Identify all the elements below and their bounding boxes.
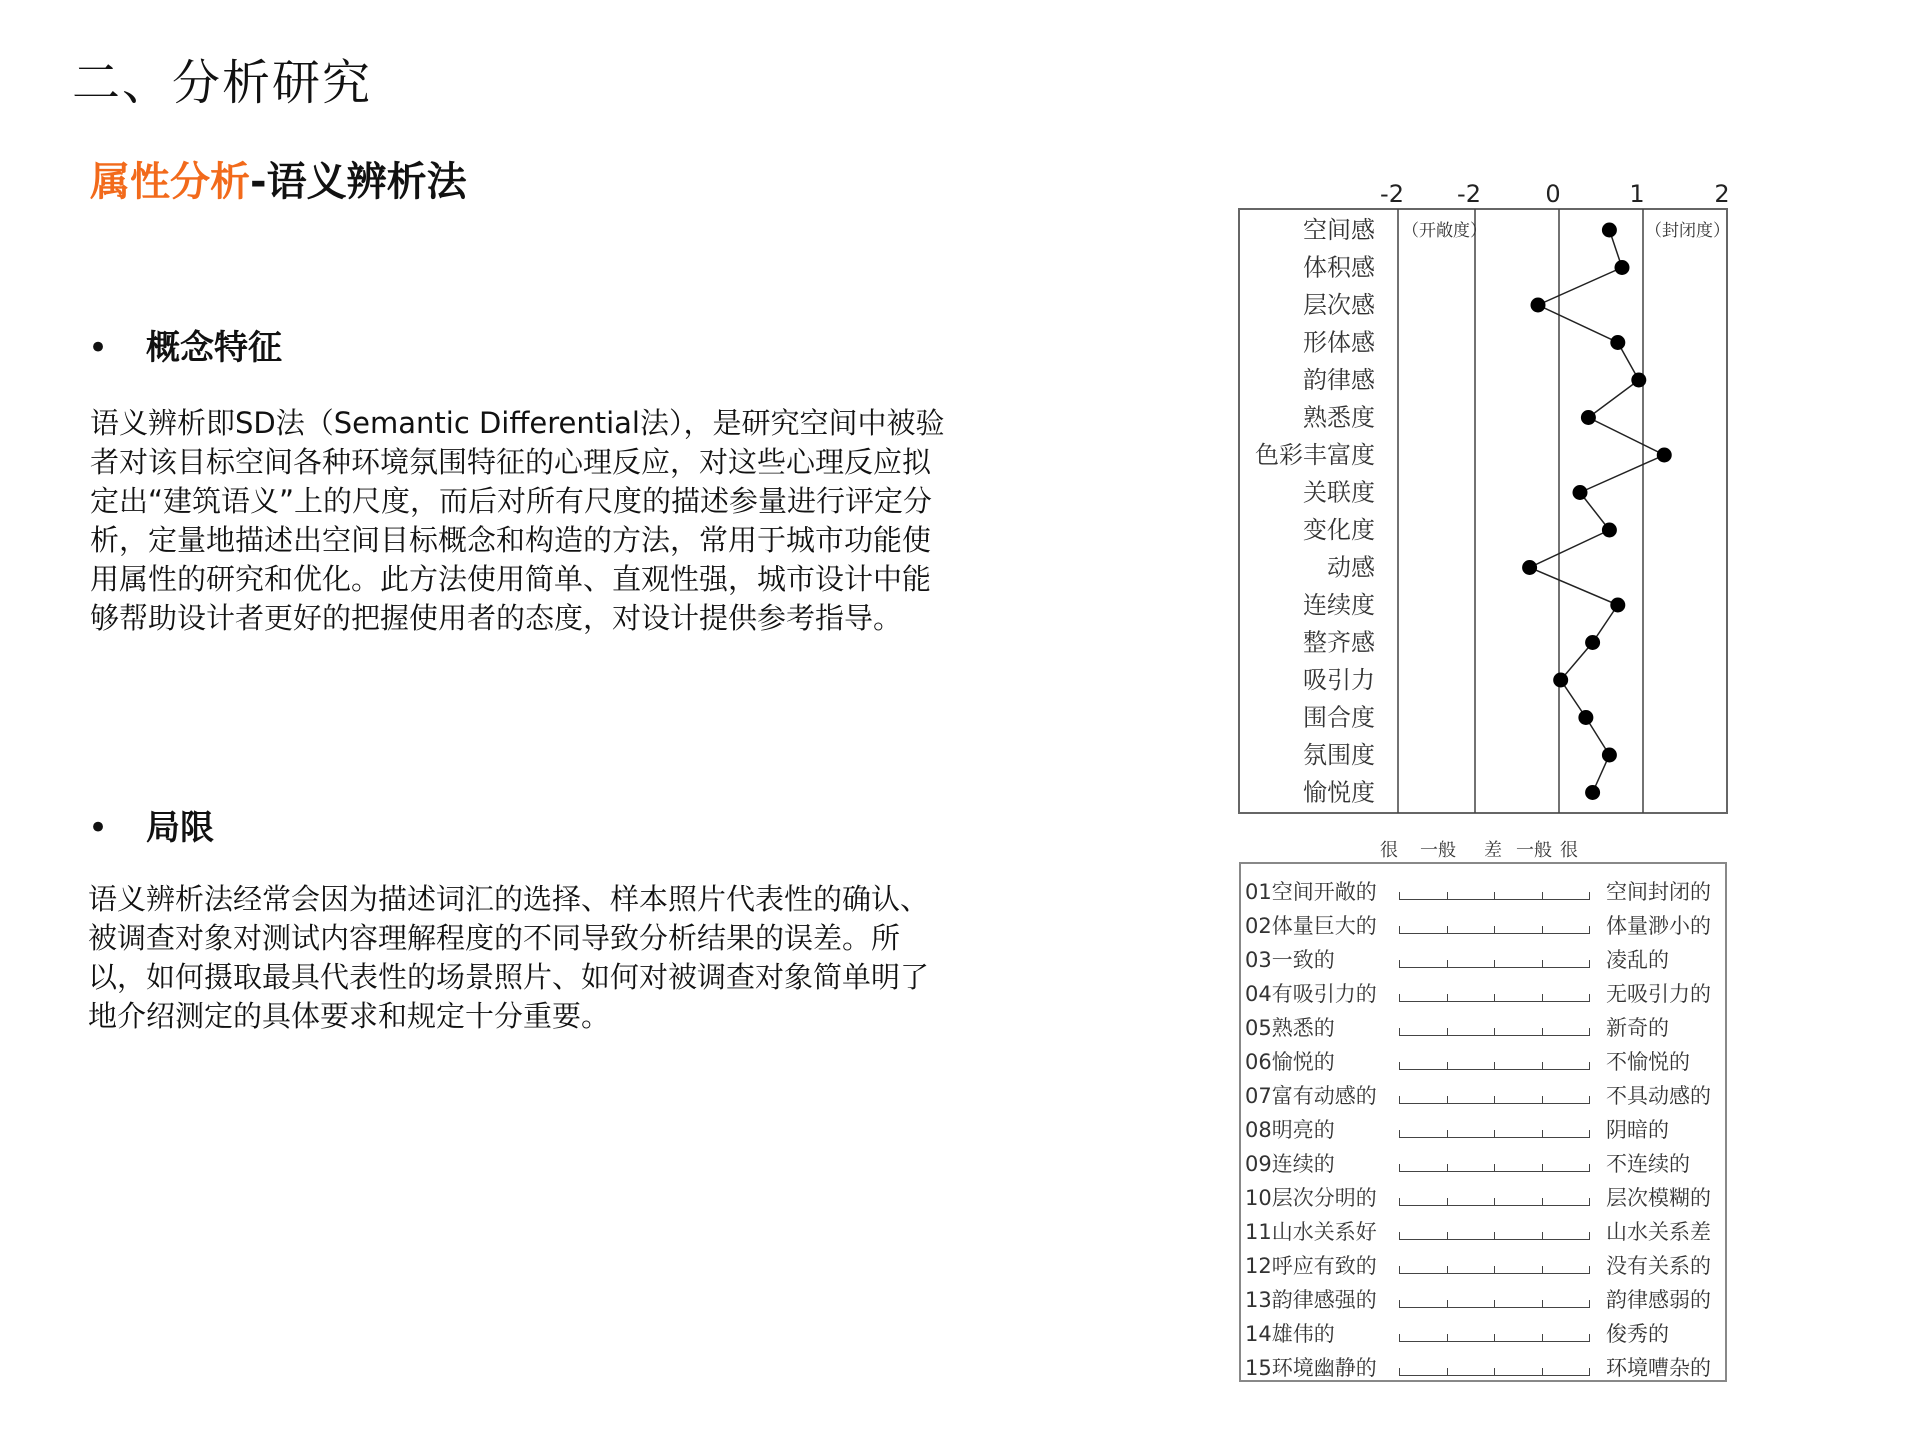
scale-header-label: 很	[1380, 840, 1398, 861]
scale-tick	[1399, 1334, 1400, 1342]
scale-line	[1399, 1196, 1589, 1206]
category-label: 连续度	[1303, 591, 1375, 619]
profile-line	[1530, 230, 1665, 793]
scale-tick	[1542, 1028, 1543, 1036]
scale-tick	[1447, 892, 1448, 900]
scale-tick	[1399, 994, 1400, 1002]
scale-tick	[1399, 1232, 1400, 1240]
scale-tick	[1542, 1198, 1543, 1206]
category-label: 吸引力	[1303, 666, 1375, 694]
scale-row	[1241, 1044, 1725, 1078]
scale-line	[1399, 1128, 1589, 1138]
section-heading-rest: -语义辨析法	[250, 159, 467, 205]
limitation-heading-text: 局限	[146, 808, 214, 848]
concept-heading	[88, 320, 282, 369]
bullet-dot: •	[88, 328, 109, 368]
scale-line	[1399, 992, 1589, 1002]
scale-right-term: 不愉悦的	[1606, 1050, 1690, 1074]
scale-left-term: 11山水关系好	[1245, 1220, 1377, 1244]
scale-left-term: 03一致的	[1245, 948, 1335, 972]
scale-tick	[1447, 960, 1448, 968]
x-tick-label: -2	[1380, 180, 1404, 208]
scale-tick	[1494, 1028, 1495, 1036]
scale-row	[1241, 1146, 1725, 1180]
scale-header-label: 一般	[1516, 840, 1552, 861]
scale-left-term: 12呼应有致的	[1245, 1254, 1377, 1278]
scale-tick	[1542, 1096, 1543, 1104]
scale-tick	[1494, 1300, 1495, 1308]
scale-tick	[1542, 1334, 1543, 1342]
scale-line	[1399, 1366, 1589, 1376]
data-point	[1553, 673, 1568, 688]
scale-left-term: 09连续的	[1245, 1152, 1335, 1176]
scale-right-term: 不具动感的	[1606, 1084, 1711, 1108]
scale-left-term: 10层次分明的	[1245, 1186, 1377, 1210]
scale-line	[1399, 1264, 1589, 1274]
scale-tick	[1494, 1164, 1495, 1172]
scale-tick	[1447, 1232, 1448, 1240]
scale-tick	[1589, 1334, 1590, 1342]
data-point	[1585, 635, 1600, 650]
scale-line	[1399, 890, 1589, 900]
scale-row	[1241, 1010, 1725, 1044]
limitation-heading	[88, 800, 214, 849]
scale-tick	[1399, 1028, 1400, 1036]
x-tick-label: 0	[1545, 180, 1561, 208]
scale-tick	[1399, 892, 1400, 900]
data-point	[1615, 260, 1630, 275]
scale-tick	[1589, 1198, 1590, 1206]
data-point	[1602, 223, 1617, 238]
scale-row	[1241, 1112, 1725, 1146]
scale-tick	[1589, 892, 1590, 900]
scale-left-term: 01空间开敞的	[1245, 880, 1377, 904]
category-label: 变化度	[1303, 516, 1375, 544]
scale-tick	[1542, 1368, 1543, 1376]
scale-tick	[1589, 1266, 1590, 1274]
scale-left-term: 13韵律感强的	[1245, 1288, 1377, 1312]
scale-header-label: 一般	[1420, 840, 1456, 861]
scale-tick	[1399, 1300, 1400, 1308]
scale-line	[1399, 1298, 1589, 1308]
scale-row	[1241, 1316, 1725, 1350]
scale-tick	[1447, 1334, 1448, 1342]
scale-tick	[1542, 892, 1543, 900]
scale-row	[1241, 1248, 1725, 1282]
scale-tick	[1542, 926, 1543, 934]
scale-left-term: 02体量巨大的	[1245, 914, 1377, 938]
scale-tick	[1589, 1164, 1590, 1172]
scale-tick	[1399, 1130, 1400, 1138]
scale-tick	[1589, 1096, 1590, 1104]
scale-tick	[1494, 1096, 1495, 1104]
scale-right-term: 环境嘈杂的	[1606, 1356, 1711, 1380]
category-label: 色彩丰富度	[1255, 441, 1375, 469]
scale-left-term: 04有吸引力的	[1245, 982, 1377, 1006]
scale-right-term: 俊秀的	[1606, 1322, 1669, 1346]
category-label: 形体感	[1303, 328, 1375, 357]
category-label: 氛围度	[1303, 741, 1375, 769]
scale-tick	[1494, 892, 1495, 900]
scale-left-term: 15环境幽静的	[1245, 1356, 1377, 1380]
scale-right-term: 无吸引力的	[1606, 982, 1711, 1006]
category-label: 空间感	[1303, 216, 1375, 244]
left-pole-label: （开敞度）	[1402, 221, 1487, 241]
scale-line	[1399, 1060, 1589, 1070]
scale-tick	[1447, 1266, 1448, 1274]
scale-line	[1399, 924, 1589, 934]
scale-tick	[1494, 1368, 1495, 1376]
data-point	[1581, 410, 1596, 425]
scale-tick	[1589, 1232, 1590, 1240]
scale-tick	[1542, 994, 1543, 1002]
scale-tick	[1447, 1368, 1448, 1376]
bullet-dot: •	[88, 808, 109, 848]
scale-tick	[1589, 1300, 1590, 1308]
scale-tick	[1542, 960, 1543, 968]
scale-tick	[1589, 994, 1590, 1002]
scale-tick	[1589, 1130, 1590, 1138]
data-point	[1610, 598, 1625, 613]
scale-right-term: 新奇的	[1606, 1016, 1669, 1040]
scale-line	[1399, 1094, 1589, 1104]
scale-tick	[1494, 960, 1495, 968]
scale-left-term: 07富有动感的	[1245, 1084, 1377, 1108]
right-pole-label: （封闭度）	[1645, 221, 1730, 241]
data-point	[1578, 710, 1593, 725]
section-heading-accent: 属性分析	[90, 159, 250, 205]
scale-tick	[1447, 926, 1448, 934]
scale-right-term: 体量渺小的	[1606, 914, 1711, 938]
scale-tick	[1494, 1130, 1495, 1138]
scale-tick	[1494, 1266, 1495, 1274]
scale-line	[1399, 1026, 1589, 1036]
scale-tick	[1542, 1062, 1543, 1070]
concept-paragraph: 语义辨析即SD法（Semantic Differential法），是研究空间中被验者对该目标空间各种环境氛围特征的心理反应，对这些心理反应拟定出“建筑语义”上的尺度，而后对所有尺度的描述参量进行评定分析，定量地描述出空间目标概念和构造的方法，常用于城市功能使用属性的研究和优化。此方法使用简单、直观性强，城市设计中能够帮助设计者更好的把握使用者的态度，对设计提供参考指导。	[90, 406, 945, 635]
data-point	[1631, 373, 1646, 388]
category-label: 动感	[1327, 553, 1375, 582]
scale-line	[1399, 958, 1589, 968]
scale-right-term: 层次模糊的	[1606, 1186, 1711, 1210]
scale-tick	[1399, 1062, 1400, 1070]
scale-tick	[1447, 994, 1448, 1002]
scale-right-term: 空间封闭的	[1606, 880, 1711, 904]
scale-left-term: 14雄伟的	[1245, 1322, 1335, 1346]
scale-right-term: 阴暗的	[1606, 1118, 1669, 1142]
data-point	[1585, 785, 1600, 800]
scale-left-term: 05熟悉的	[1245, 1016, 1335, 1040]
scale-tick	[1589, 926, 1590, 934]
data-point	[1610, 335, 1625, 350]
scale-header-label: 差	[1484, 840, 1502, 861]
scale-line	[1399, 1162, 1589, 1172]
data-point	[1602, 523, 1617, 538]
category-label: 关联度	[1303, 478, 1375, 507]
scale-tick	[1447, 1028, 1448, 1036]
data-point	[1573, 485, 1588, 500]
scale-row	[1241, 976, 1725, 1010]
category-label: 韵律感	[1303, 366, 1375, 394]
scale-left-term: 08明亮的	[1245, 1118, 1335, 1142]
category-label: 愉悦度	[1303, 778, 1375, 807]
scale-tick	[1494, 1232, 1495, 1240]
scale-row	[1241, 1180, 1725, 1214]
data-point	[1522, 560, 1537, 575]
scale-tick	[1399, 1096, 1400, 1104]
scale-tick	[1447, 1164, 1448, 1172]
section-heading	[90, 150, 467, 207]
scale-tick	[1399, 1368, 1400, 1376]
x-tick-label: 2	[1714, 180, 1730, 208]
scale-tick	[1494, 994, 1495, 1002]
scale-tick	[1542, 1266, 1543, 1274]
scale-tick	[1589, 1028, 1590, 1036]
scale-header-label: 很	[1560, 840, 1578, 861]
scale-tick	[1447, 1062, 1448, 1070]
category-label: 整齐感	[1303, 628, 1375, 657]
scale-tick	[1542, 1130, 1543, 1138]
category-label: 体积感	[1303, 253, 1375, 282]
data-point	[1531, 298, 1546, 313]
scale-right-term: 山水关系差	[1606, 1220, 1711, 1244]
scale-row	[1241, 942, 1725, 976]
scale-right-term: 没有关系的	[1606, 1254, 1711, 1278]
scale-right-term: 不连续的	[1606, 1152, 1690, 1176]
scale-tick	[1447, 1130, 1448, 1138]
scale-tick	[1447, 1096, 1448, 1104]
scale-table	[1239, 862, 1727, 1382]
scale-tick	[1447, 1198, 1448, 1206]
scale-line	[1399, 1332, 1589, 1342]
scale-tick	[1542, 1232, 1543, 1240]
scale-tick	[1589, 1368, 1590, 1376]
scale-row	[1241, 1282, 1725, 1316]
scale-tick	[1589, 1062, 1590, 1070]
scale-tick	[1542, 1300, 1543, 1308]
x-tick-label: 1	[1629, 180, 1645, 208]
scale-tick	[1399, 1164, 1400, 1172]
scale-row	[1241, 1214, 1725, 1248]
category-label: 层次感	[1303, 291, 1375, 319]
x-tick-label: -2	[1457, 180, 1481, 208]
concept-heading-text: 概念特征	[146, 328, 282, 368]
page-title: 二、分析研究	[72, 55, 373, 111]
category-label: 围合度	[1303, 703, 1375, 732]
scale-tick	[1494, 1334, 1495, 1342]
data-point	[1657, 448, 1672, 463]
scale-tick	[1399, 1198, 1400, 1206]
data-point	[1602, 748, 1617, 763]
scale-line	[1399, 1230, 1589, 1240]
scale-tick	[1399, 1266, 1400, 1274]
scale-left-term: 06愉悦的	[1245, 1050, 1335, 1074]
scale-tick	[1494, 926, 1495, 934]
scale-tick	[1399, 926, 1400, 934]
category-label: 熟悉度	[1303, 403, 1375, 432]
sd-profile-chart	[1238, 176, 1738, 816]
scale-right-term: 韵律感弱的	[1606, 1288, 1711, 1312]
scale-right-term: 凌乱的	[1606, 948, 1669, 972]
scale-tick	[1589, 960, 1590, 968]
scale-row	[1241, 1350, 1725, 1384]
limitation-paragraph: 语义辨析法经常会因为描述词汇的选择、样本照片代表性的确认、被调查对象对测试内容理解程度的不同导致分析结果的误差。所以，如何摄取最具代表性的场景照片、如何对被调查对象简单明了地介绍测定的具体要求和规定十分重要。	[88, 882, 930, 1033]
scale-tick	[1542, 1164, 1543, 1172]
scale-tick	[1494, 1198, 1495, 1206]
scale-row	[1241, 908, 1725, 942]
scale-row	[1241, 1078, 1725, 1112]
scale-tick	[1399, 960, 1400, 968]
scale-row	[1241, 874, 1725, 908]
scale-tick	[1494, 1062, 1495, 1070]
scale-tick	[1447, 1300, 1448, 1308]
